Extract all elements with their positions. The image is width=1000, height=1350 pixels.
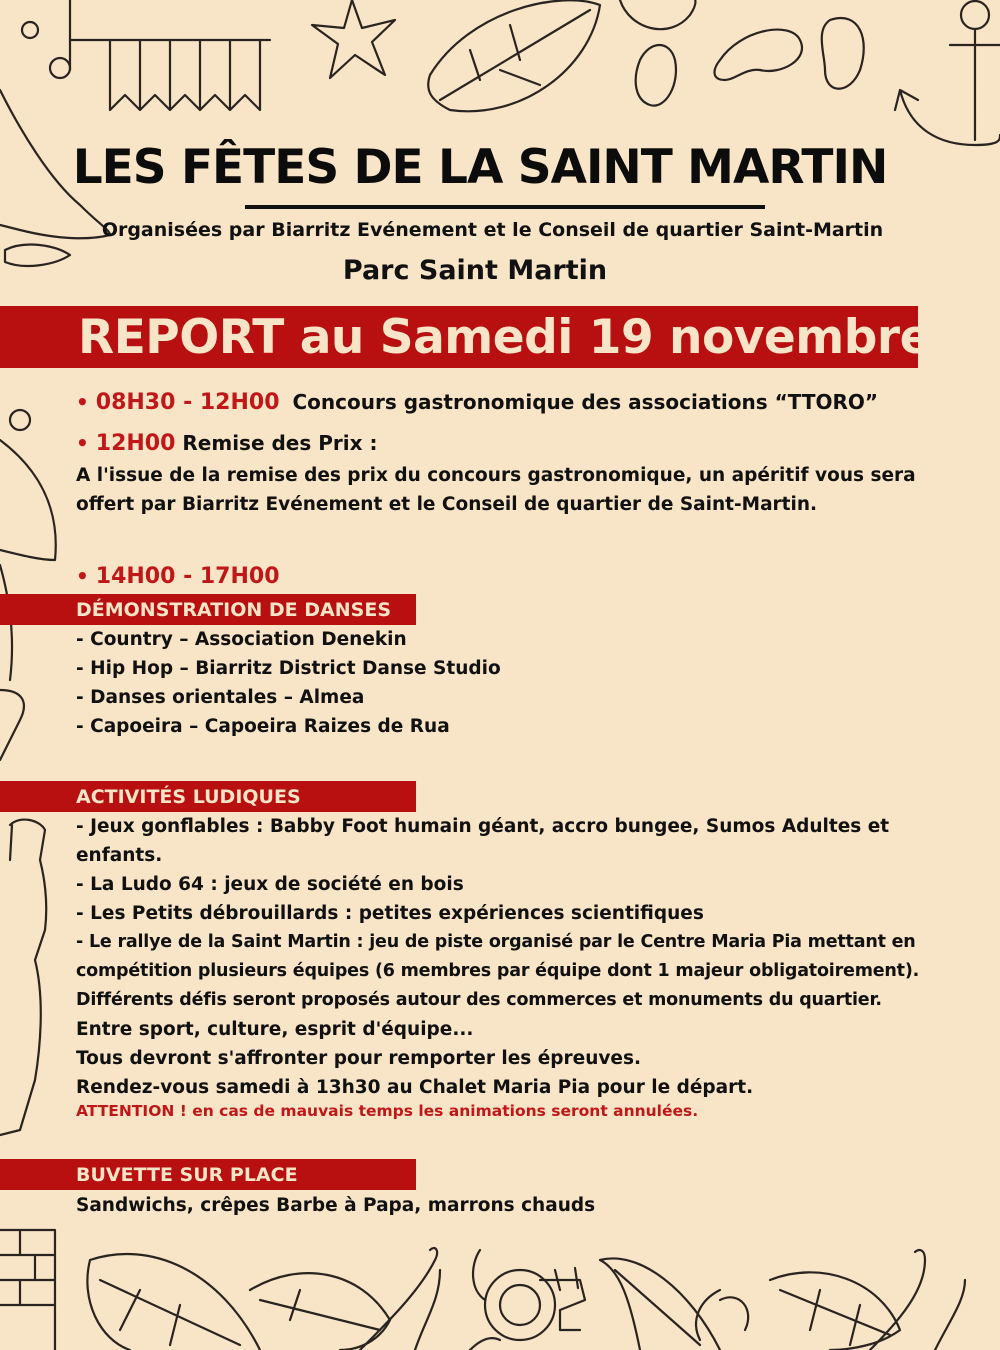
chili-pepper-icon bbox=[620, 0, 695, 106]
list-item: - Les Petits débrouillards : petites expériences scientifiques bbox=[76, 903, 704, 924]
bean-icon bbox=[696, 1290, 748, 1340]
list-item: Entre sport, culture, esprit d'équipe... bbox=[76, 1019, 474, 1040]
list-item: Rendez-vous samedi à 13h30 au Chalet Maria Pia pour le départ. bbox=[76, 1077, 754, 1098]
prize-description-line-1: A l'issue de la remise des prix du concours gastronomique, un apéritif vous sera bbox=[76, 465, 916, 486]
list-item: Tous devront s'affronter pour remporter les épreuves. bbox=[76, 1048, 642, 1069]
schedule-time: 08H30 - 12H00 bbox=[95, 390, 280, 415]
bottle-icon bbox=[0, 820, 46, 1135]
list-item: enfants. bbox=[76, 845, 163, 866]
leaf-icon bbox=[87, 1254, 260, 1350]
buvette-heading: BUVETTE SUR PLACE bbox=[76, 1164, 298, 1186]
list-item: - Country – Association Denekin bbox=[76, 629, 407, 650]
leaf-icon bbox=[428, 0, 600, 111]
weather-warning: ATTENTION ! en cas de mauvais temps les animations seront annulées. bbox=[76, 1102, 699, 1120]
horn-icon bbox=[470, 1250, 585, 1350]
list-item: Différents défis seront proposés autour des commerces et monuments du quartier. bbox=[76, 990, 882, 1010]
list-item: - Jeux gonflables : Babby Foot humain géant, accro bungee, Sumos Adultes et bbox=[76, 816, 890, 837]
small-circle-icon bbox=[22, 22, 38, 38]
list-item: Sandwichs, crêpes Barbe à Papa, marrons chauds bbox=[76, 1195, 596, 1216]
list-item: - Le rallye de la Saint Martin : jeu de piste organisé par le Centre Maria Pia mettant en bbox=[76, 932, 916, 952]
organizers-subtitle: Organisées par Biarritz Evénement et le Conseil de quartier Saint-Martin bbox=[101, 219, 884, 241]
dances-heading: DÉMONSTRATION DE DANSES bbox=[76, 599, 392, 621]
title-underline bbox=[245, 205, 765, 209]
list-item: - La Ludo 64 : jeux de société en bois bbox=[76, 874, 464, 895]
prize-description bbox=[76, 462, 916, 519]
list-item: compétition plusieurs équipes (6 membres par équipe dont 1 majeur obligatoirement). bbox=[76, 961, 920, 981]
bullet: • bbox=[76, 390, 89, 414]
schedule-item-2 bbox=[76, 431, 377, 456]
page-title: LES FÊTES DE LA SAINT MARTIN bbox=[72, 140, 888, 195]
report-banner-text: REPORT au Samedi 19 novembre bbox=[78, 310, 931, 365]
schedule-label: Concours gastronomique des associations “TTORO” bbox=[292, 390, 879, 414]
activities-heading: ACTIVITÉS LUDIQUES bbox=[76, 786, 301, 808]
chili-pepper-icon bbox=[360, 1248, 440, 1350]
schedule-time: 14H00 - 17H00 bbox=[95, 564, 280, 589]
bean-icon bbox=[715, 18, 864, 89]
chili-pepper-icon bbox=[870, 1250, 965, 1350]
buvette-text bbox=[76, 1191, 595, 1220]
bullet: • bbox=[76, 431, 89, 455]
schedule-item-1 bbox=[76, 390, 878, 415]
venue-label: Parc Saint Martin bbox=[342, 255, 608, 286]
schedule-time: 12H00 bbox=[95, 431, 176, 456]
bullet: • bbox=[76, 564, 89, 588]
schedule-item-3 bbox=[76, 564, 280, 589]
star-icon bbox=[312, 0, 395, 78]
list-item: - Danses orientales – Almea bbox=[76, 687, 365, 708]
activities-list bbox=[76, 812, 919, 1102]
list-item: - Hip Hop – Biarritz District Danse Studio bbox=[76, 658, 501, 679]
crate-icon bbox=[0, 1230, 55, 1350]
leaf-icon bbox=[0, 690, 24, 760]
list-item: - Capoeira – Capoeira Raizes de Rua bbox=[76, 716, 450, 737]
flag-icon bbox=[50, 0, 270, 110]
prize-description-line-2: offert par Biarritz Evénement et le Conseil de quartier de Saint-Martin. bbox=[76, 493, 818, 515]
dances-list bbox=[76, 625, 501, 741]
anchor-icon bbox=[895, 1, 1000, 145]
schedule-label: Remise des Prix : bbox=[182, 431, 378, 455]
leaf-icon bbox=[250, 1273, 390, 1350]
